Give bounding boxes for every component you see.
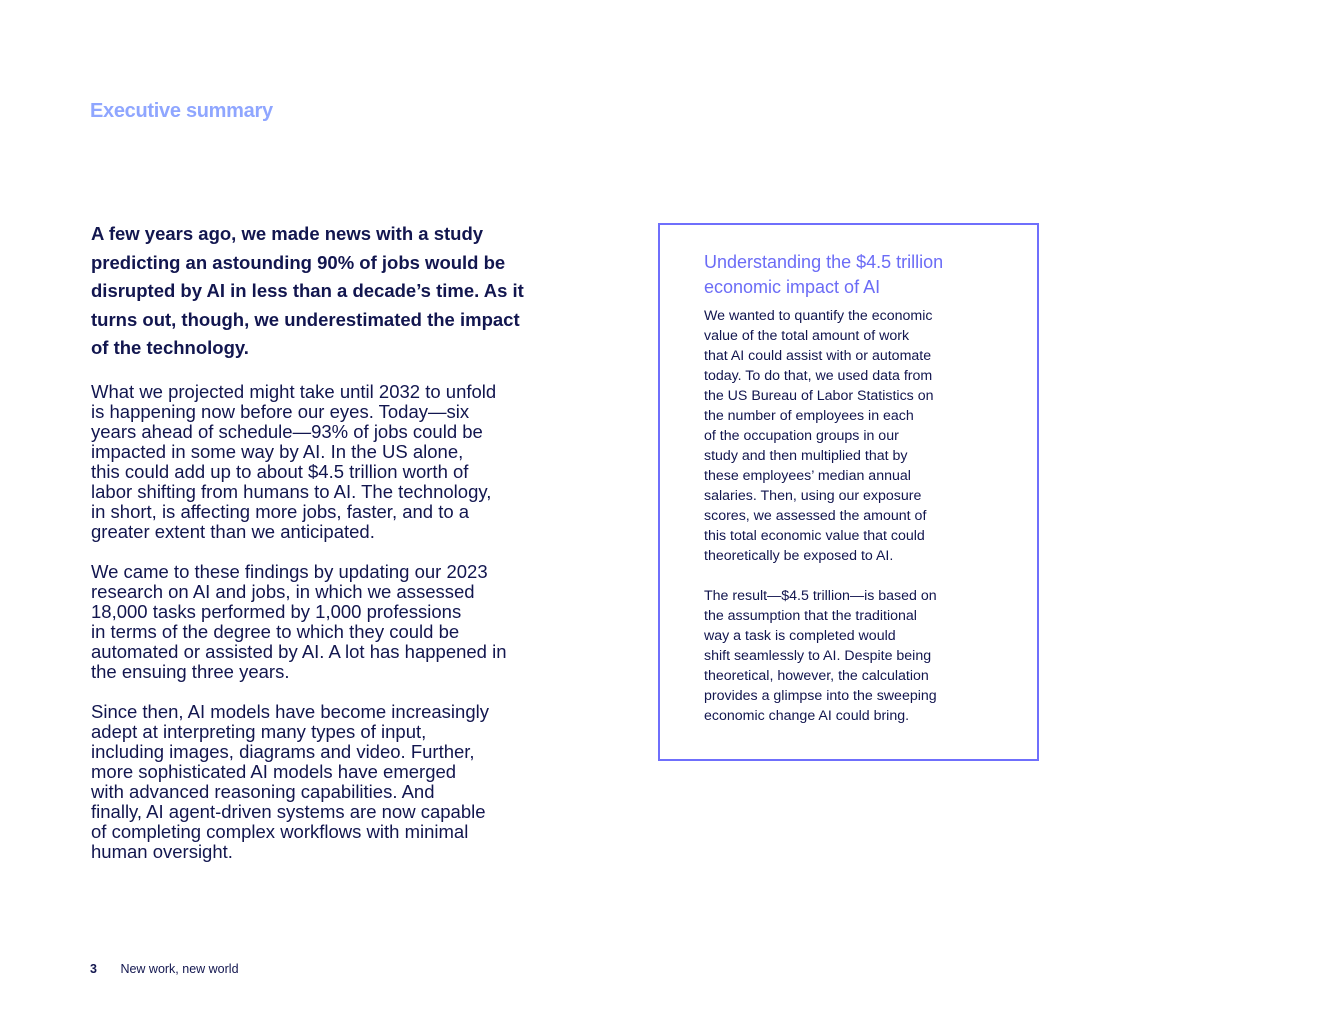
text-line: economic change AI could bring. [704, 708, 910, 724]
body-paragraph [91, 702, 571, 862]
body-paragraph [91, 382, 571, 542]
text-line: research on AI and jobs, in which we assessed [91, 581, 475, 602]
text-line: Understanding the $4.5 trillion [704, 252, 944, 272]
text-line: economic impact of AI [704, 277, 881, 297]
text-line: impacted in some way by AI. In the US alone, [91, 441, 464, 462]
text-line: greater extent than we anticipated. [91, 521, 375, 542]
text-line: in short, is affecting more jobs, faster, and to a [91, 501, 470, 522]
page-footer [90, 962, 239, 976]
text-line: automated or assisted by AI. A lot has happened in [91, 641, 507, 662]
body-paragraph [91, 562, 571, 682]
text-line: this could add up to about $4.5 trillion worth of [91, 461, 469, 482]
text-line: disrupted by AI in less than a decade’s time. As it [91, 280, 524, 301]
text-line: A few years ago, we made news with a study [91, 223, 484, 244]
text-line: this total economic value that could [704, 528, 925, 544]
page-number: 3 [90, 962, 97, 976]
text-line: 18,000 tasks performed by 1,000 professions [91, 601, 462, 622]
text-line: predicting an astounding 90% of jobs would be [91, 251, 506, 273]
callout-paragraph [704, 586, 937, 726]
sidebar-callout-box [658, 223, 1039, 761]
text-line: theoretical, however, the calculation [704, 668, 929, 684]
text-line: in terms of the degree to which they could be [91, 621, 460, 642]
text-line: the number of employees in each [704, 408, 914, 424]
text-line: that AI could assist with or automate [704, 348, 932, 364]
text-line: years ahead of schedule—93% of jobs could be [91, 421, 483, 442]
text-line: is happening now before our eyes. Today—six [91, 401, 470, 422]
text-line: of completing complex workflows with minimal [91, 821, 469, 842]
text-line: finally, AI agent-driven systems are now capable [91, 801, 486, 822]
text-line: Since then, AI models have become increasingly [91, 701, 489, 722]
text-line: theoretically be exposed to AI. [704, 548, 894, 564]
text-line: What we projected might take until 2032 to unfold [91, 381, 497, 402]
text-line: shift seamlessly to AI. Despite being [704, 648, 932, 664]
section-title: Executive summary [90, 100, 273, 122]
publication-title: New work, new world [120, 962, 239, 976]
text-line: more sophisticated AI models have emerged [91, 761, 457, 782]
text-line: value of the total amount of work [704, 328, 910, 344]
text-line: We came to these findings by updating our 2023 [91, 561, 488, 582]
text-line: today. To do that, we used data from [704, 368, 933, 384]
text-line: The result—$4.5 trillion—is based on [704, 588, 937, 604]
text-line: study and then multiplied that by [704, 448, 908, 464]
text-line: adept at interpreting many types of input, [91, 721, 427, 742]
callout-paragraph [704, 306, 937, 566]
text-line: these employees’ median annual [704, 468, 911, 484]
text-line: including images, diagrams and video. Further, [91, 741, 475, 762]
text-line: labor shifting from humans to AI. The technology, [91, 481, 492, 502]
callout-body [704, 306, 937, 746]
text-line: the ensuing three years. [91, 661, 290, 682]
callout-title [704, 250, 943, 300]
lead-paragraph [91, 220, 561, 363]
text-line: provides a glimpse into the sweeping [704, 688, 937, 704]
text-line: turns out, though, we underestimated the impact [91, 308, 520, 330]
text-line: We wanted to quantify the economic [704, 308, 933, 324]
text-line: scores, we assessed the amount of [704, 508, 927, 524]
text-line: way a task is completed would [704, 628, 896, 644]
text-line: of the technology. [91, 337, 249, 358]
text-line: with advanced reasoning capabilities. And [91, 781, 435, 802]
text-line: human oversight. [91, 841, 233, 862]
text-line: the assumption that the traditional [704, 608, 917, 624]
text-line: of the occupation groups in our [704, 428, 899, 444]
text-line: salaries. Then, using our exposure [704, 488, 922, 504]
text-line: the US Bureau of Labor Statistics on [704, 388, 934, 404]
body-text [91, 382, 571, 882]
